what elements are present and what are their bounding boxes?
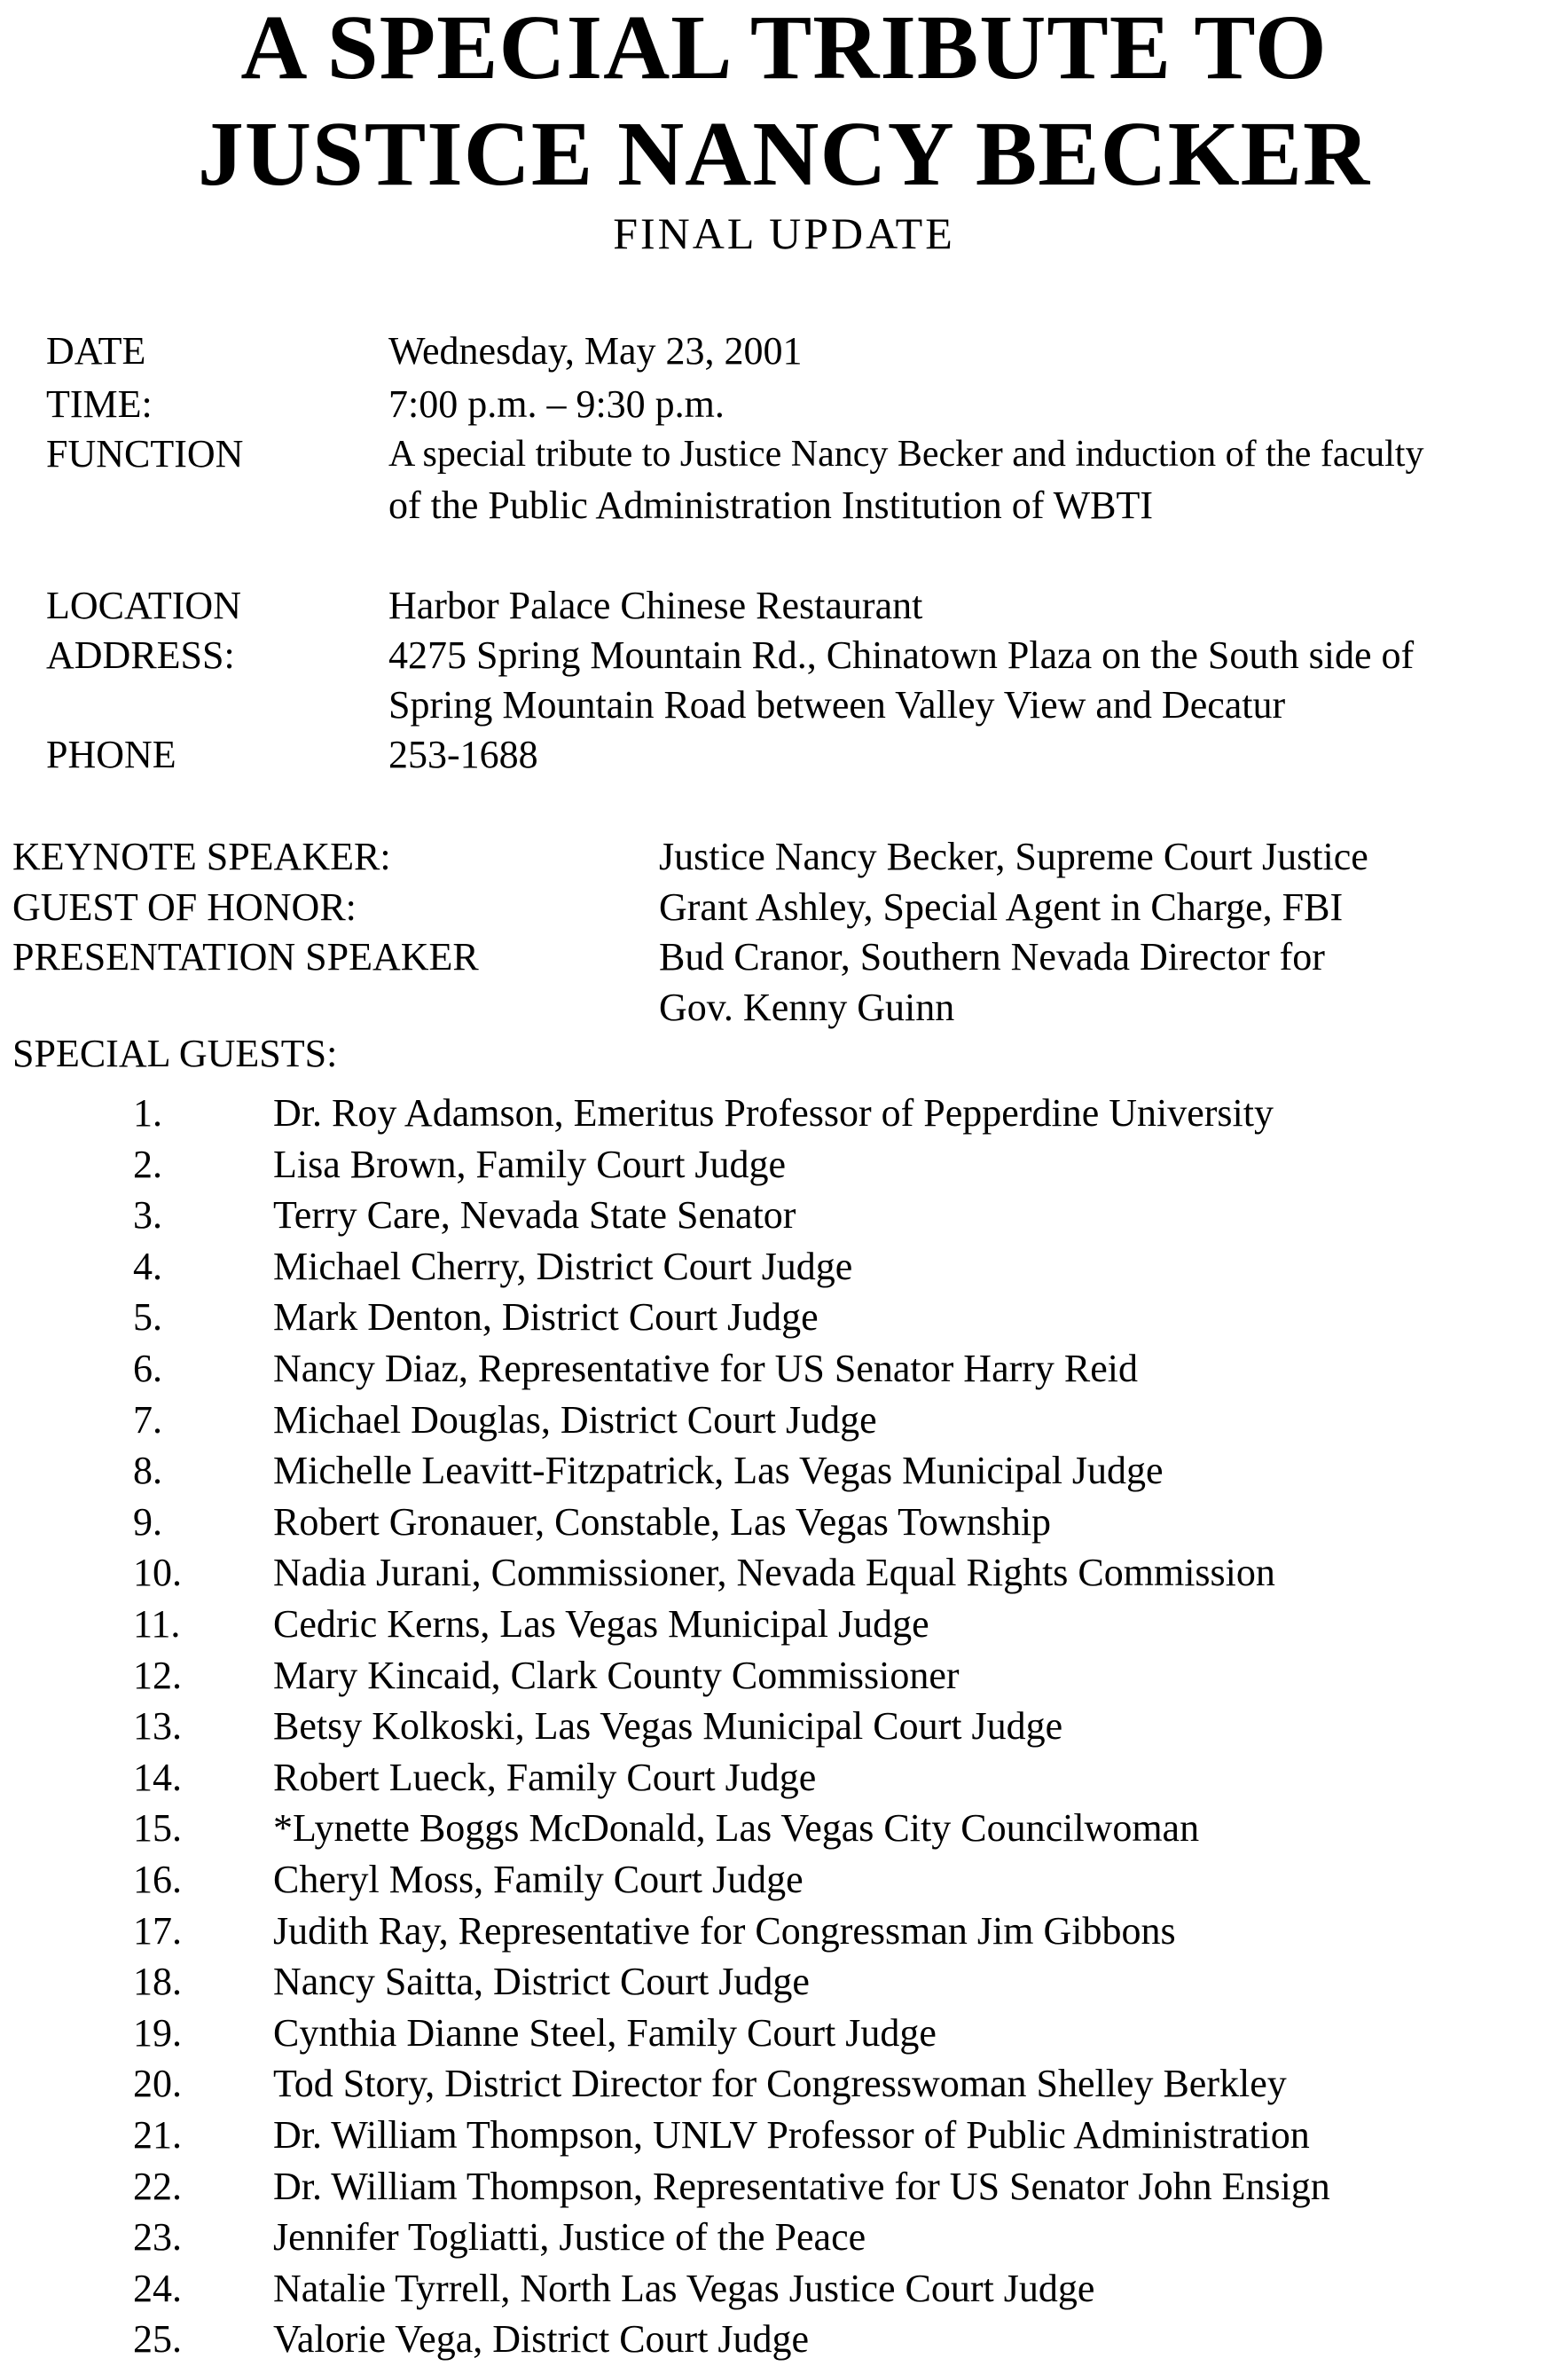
phone-label: PHONE: [46, 733, 176, 776]
guest-name: *Lynette Boggs McDonald, Las Vegas City Councilwoman: [273, 1806, 1200, 1851]
keynote-speaker-label: KEYNOTE SPEAKER:: [12, 835, 391, 878]
list-item: [0, 1395, 1568, 1446]
guest-name: Valorie Vega, District Court Judge: [273, 2317, 810, 2362]
guest-name: Betsy Kolkoski, Las Vegas Municipal Court Judge: [273, 1704, 1063, 1749]
list-item: [0, 1139, 1568, 1191]
phone-value: 253-1688: [388, 733, 538, 776]
guest-number: 6.: [133, 1347, 162, 1390]
guest-number: 19.: [133, 2010, 182, 2055]
guest-number: 8.: [133, 1449, 162, 1493]
guest-name: Cynthia Dianne Steel, Family Court Judge: [273, 2010, 937, 2055]
guest-name: Michael Douglas, District Court Judge: [273, 1397, 877, 1442]
guest-number: 2.: [133, 1142, 162, 1186]
list-item: [0, 2110, 1568, 2161]
guest-name: Lisa Brown, Family Court Judge: [273, 1142, 787, 1186]
list-item: [0, 1343, 1568, 1395]
date-label: DATE: [46, 329, 146, 373]
guest-number: 23.: [133, 2215, 182, 2260]
document-title-line-2: JUSTICE NANCY BECKER: [197, 103, 1371, 205]
guest-number: 5.: [133, 1295, 162, 1340]
list-item: [0, 1906, 1568, 1957]
location-value: Harbor Palace Chinese Restaurant: [388, 584, 923, 627]
guest-number: 12.: [133, 1653, 182, 1697]
list-item: [0, 1292, 1568, 1343]
guest-name: Nancy Diaz, Representative for US Senator Harry Reid: [273, 1347, 1139, 1390]
presentation-speaker-value-line-2: Gov. Kenny Guinn: [659, 986, 955, 1029]
guest-number: 7.: [133, 1397, 162, 1442]
guest-name: Jennifer Togliatti, Justice of the Peace: [273, 2215, 866, 2260]
guest-name: Dr. William Thompson, UNLV Professor of Public Administration: [273, 2113, 1310, 2157]
list-item: [0, 1088, 1568, 1139]
guest-number: 1.: [133, 1091, 162, 1135]
guest-number: 10.: [133, 1551, 182, 1595]
guest-number: 15.: [133, 1806, 182, 1851]
guest-number: 16.: [133, 1858, 182, 1901]
guest-name: Judith Ray, Representative for Congressman Jim Gibbons: [273, 1908, 1176, 1953]
guest-name: Cedric Kerns, Las Vegas Municipal Judge: [273, 1602, 929, 1646]
address-value-line-2: Spring Mountain Road between Valley View and Decatur: [388, 683, 1286, 727]
list-item: [0, 1701, 1568, 1752]
guest-name: Dr. William Thompson, Representative for US Senator John Ensign: [273, 2164, 1330, 2208]
guest-number: 4.: [133, 1244, 162, 1288]
list-item: [0, 1854, 1568, 1906]
list-item: [0, 1752, 1568, 1804]
list-item: [0, 1497, 1568, 1548]
list-item: [0, 2058, 1568, 2110]
guest-number: 21.: [133, 2113, 182, 2157]
list-item: [0, 1599, 1568, 1650]
list-item: [0, 1803, 1568, 1854]
guest-name: Nadia Jurani, Commissioner, Nevada Equal Rights Commission: [273, 1551, 1275, 1595]
address-label: ADDRESS:: [46, 633, 235, 677]
function-value-line-2: of the Public Administration Institution of WBTI: [388, 483, 1154, 527]
guest-number: 14.: [133, 1755, 182, 1799]
list-item: [0, 2263, 1568, 2315]
list-item: [0, 1190, 1568, 1241]
guest-number: 9.: [133, 1499, 162, 1544]
guest-number: 17.: [133, 1908, 182, 1953]
function-label: FUNCTION: [46, 432, 244, 476]
address-value-line-1: 4275 Spring Mountain Rd., Chinatown Plaza on the South side of: [388, 633, 1415, 677]
list-item: [0, 1241, 1568, 1293]
guest-number: 18.: [133, 1960, 182, 2004]
guest-name: Natalie Tyrrell, North Las Vegas Justice Court Judge: [273, 2266, 1095, 2310]
date-value: Wednesday, May 23, 2001: [388, 329, 803, 373]
guest-number: 11.: [133, 1602, 181, 1646]
guest-name: Dr. Roy Adamson, Emeritus Professor of Pepperdine University: [273, 1091, 1274, 1135]
presentation-speaker-value-line-1: Bud Cranor, Southern Nevada Director for: [659, 935, 1325, 979]
document-subtitle: FINAL UPDATE: [613, 208, 955, 258]
list-item: [0, 1650, 1568, 1702]
guest-name: Michael Cherry, District Court Judge: [273, 1244, 853, 1288]
keynote-speaker-value: Justice Nancy Becker, Supreme Court Justice: [659, 835, 1368, 878]
list-item: [0, 2008, 1568, 2059]
guest-name: Terry Care, Nevada State Senator: [273, 1193, 796, 1238]
list-item: [0, 2161, 1568, 2213]
guest-number: 3.: [133, 1193, 162, 1238]
function-value-line-1: A special tribute to Justice Nancy Becker and induction of the faculty: [388, 434, 1424, 475]
guest-of-honor-value: Grant Ashley, Special Agent in Charge, FBI: [659, 885, 1344, 929]
guest-number: 25.: [133, 2317, 182, 2362]
guest-name: Mark Denton, District Court Judge: [273, 1295, 819, 1340]
list-item: [0, 1956, 1568, 2008]
list-item: [0, 1547, 1568, 1599]
guest-name: Mary Kincaid, Clark County Commissioner: [273, 1653, 960, 1697]
time-label: TIME:: [46, 382, 153, 426]
guest-name: Michelle Leavitt-Fitzpatrick, Las Vegas Municipal Judge: [273, 1449, 1164, 1493]
guest-number: 22.: [133, 2164, 182, 2208]
list-item: [0, 2314, 1568, 2365]
document-title-line-1: A SPECIAL TRIBUTE TO: [240, 0, 1328, 98]
guest-of-honor-label: GUEST OF HONOR:: [12, 885, 357, 929]
location-label: LOCATION: [46, 584, 241, 627]
guest-name: Robert Lueck, Family Court Judge: [273, 1755, 817, 1799]
guest-name: Tod Story, District Director for Congresswoman Shelley Berkley: [273, 2062, 1287, 2106]
special-guests-heading: SPECIAL GUESTS:: [12, 1032, 338, 1075]
guest-name: Cheryl Moss, Family Court Judge: [273, 1858, 804, 1901]
guest-name: Robert Gronauer, Constable, Las Vegas Township: [273, 1499, 1052, 1544]
list-item: [0, 2212, 1568, 2263]
guest-name: Nancy Saitta, District Court Judge: [273, 1960, 810, 2004]
list-item: [0, 1445, 1568, 1497]
guest-number: 24.: [133, 2266, 182, 2310]
time-value: 7:00 p.m. – 9:30 p.m.: [388, 382, 725, 426]
presentation-speaker-label: PRESENTATION SPEAKER: [12, 935, 479, 979]
guest-number: 13.: [133, 1704, 182, 1749]
guest-number: 20.: [133, 2062, 182, 2106]
